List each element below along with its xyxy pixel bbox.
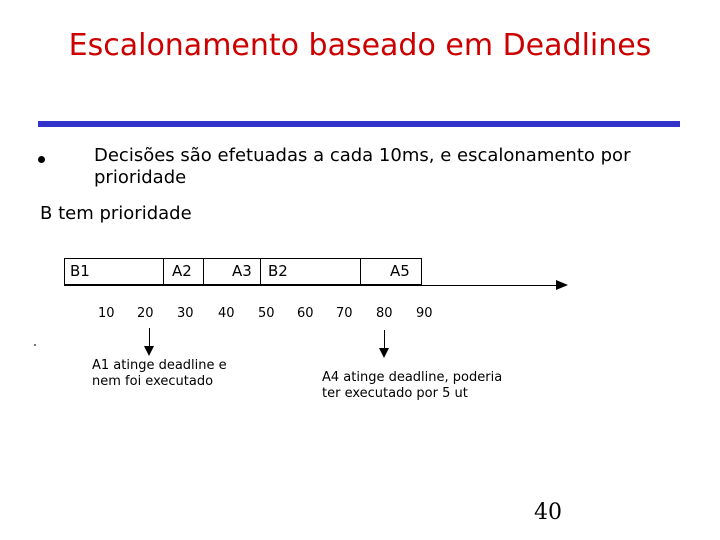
a1-arrow-shaft [149,328,150,348]
title-divider [38,121,680,127]
box-label-a5: A5 [390,262,410,280]
bullet-dot [38,156,45,163]
segment-divider [203,258,204,285]
tick-label: 50 [258,306,275,321]
a4-note-line1: A4 atinge deadline, poderia [322,370,503,385]
tick-label: 60 [297,306,314,321]
a1-note-line2: nem foi executado [92,374,214,389]
box-label-b2: B2 [268,262,288,280]
a4-arrow-shaft [384,330,385,350]
bullet-text: Decisões são efetuadas a cada 10ms, e escalonamento por prioridade [94,145,631,188]
segment-divider [260,258,261,285]
a1-note-line1: A1 atinge deadline e [92,358,227,373]
a4-arrow-head [379,348,389,358]
box-label-a2: A2 [172,262,192,280]
tick-label: 80 [376,306,393,321]
tick-label: 90 [416,306,433,321]
slide-title: Escalonamento baseado em Deadlines [68,28,652,63]
page-number: 40 [534,500,562,525]
a1-note [92,358,227,390]
box-label-a3: A3 [232,262,252,280]
tick-label: 10 [98,306,115,321]
tick-label: 20 [137,306,154,321]
box-label-b1: B1 [70,262,90,280]
a4-note-line2: ter executado por 5 ut [322,386,468,401]
a4-note [322,370,502,402]
segment-divider [360,258,361,285]
tick-label: 40 [218,306,235,321]
time-axis-arrowhead [556,280,568,290]
time-axis [64,285,558,286]
segment-divider [163,258,164,285]
a1-arrow-head [144,346,154,356]
stray-dot [34,344,36,346]
tick-label: 70 [336,306,353,321]
tick-label: 30 [177,306,194,321]
subheading: B tem prioridade [40,203,192,224]
